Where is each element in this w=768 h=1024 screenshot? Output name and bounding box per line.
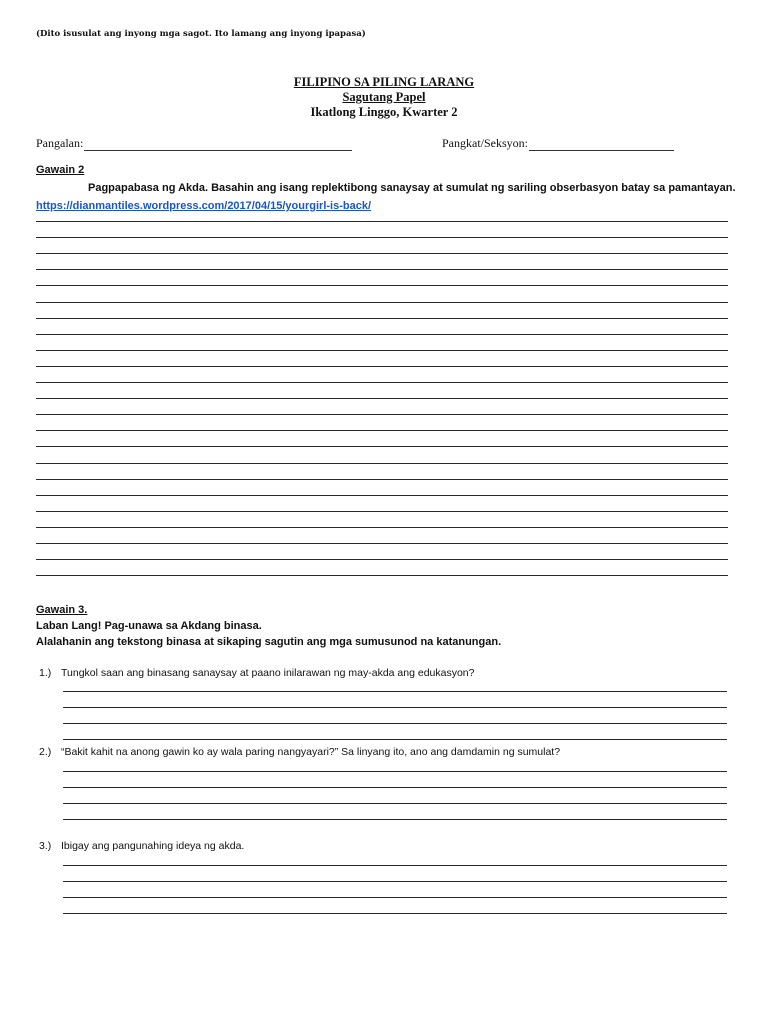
answer-line[interactable] — [36, 302, 728, 303]
question-number: 3.) — [39, 840, 52, 852]
answer-line[interactable] — [63, 691, 727, 692]
answer-line[interactable] — [36, 318, 728, 319]
answer-line[interactable] — [63, 771, 727, 772]
document-subtitle: Sagutang Papel — [342, 90, 426, 104]
answer-line[interactable] — [36, 269, 728, 270]
question-number: 2.) — [39, 746, 52, 758]
week-quarter: Ikatlong Linggo, Kwarter 2 — [310, 105, 458, 119]
answer-line[interactable] — [36, 479, 728, 480]
answer-line[interactable] — [63, 865, 727, 866]
gawain3-subtitle: Laban Lang! Pag-unawa sa Akdang binasa. — [36, 620, 262, 632]
reading-link[interactable]: https://dianmantiles.wordpress.com/2017/04/15/yourgirl-is-back/ — [36, 200, 372, 212]
answer-line[interactable] — [36, 463, 728, 464]
gawain2-instruction — [36, 179, 736, 215]
answer-line[interactable] — [36, 495, 728, 496]
answer-line[interactable] — [36, 446, 728, 447]
answer-line[interactable] — [36, 366, 728, 367]
section-blank[interactable] — [529, 139, 674, 151]
name-label: Pangalan: — [36, 136, 84, 150]
answer-line[interactable] — [36, 543, 728, 544]
answer-line[interactable] — [36, 382, 728, 383]
answer-line[interactable] — [63, 913, 727, 914]
name-blank[interactable] — [84, 139, 352, 151]
answer-line[interactable] — [36, 414, 728, 415]
document-title: FILIPINO SA PILING LARANG — [293, 75, 475, 89]
question-3 — [39, 840, 244, 852]
section-field[interactable] — [442, 136, 674, 151]
answer-line[interactable] — [36, 511, 728, 512]
answer-line[interactable] — [63, 803, 727, 804]
question-text: Ibigay ang pangunahing ideya ng akda. — [61, 840, 245, 852]
answer-line[interactable] — [36, 398, 728, 399]
section-label: Pangkat/Seksyon: — [442, 136, 528, 150]
answer-line[interactable] — [63, 739, 727, 740]
answer-line[interactable] — [63, 787, 727, 788]
name-field[interactable] — [36, 136, 352, 151]
answer-line[interactable] — [36, 430, 728, 431]
answer-line[interactable] — [36, 527, 728, 528]
answer-line[interactable] — [63, 897, 727, 898]
answer-line[interactable] — [36, 334, 728, 335]
answer-line[interactable] — [63, 881, 727, 882]
answer-line[interactable] — [63, 723, 727, 724]
question-1 — [39, 667, 474, 679]
question-number: 1.) — [39, 667, 52, 679]
answer-line[interactable] — [36, 237, 728, 238]
answer-line[interactable] — [36, 559, 728, 560]
answer-line[interactable] — [36, 350, 728, 351]
question-2 — [39, 746, 560, 758]
answer-line[interactable] — [36, 221, 728, 222]
gawain2-label: Gawain 2 — [36, 164, 85, 176]
answer-line[interactable] — [63, 707, 727, 708]
answer-line[interactable] — [63, 819, 727, 820]
gawain3-instruction: Alalahanin ang tekstong binasa at sikaping sagutin ang mga sumusunod na katanungan. — [36, 636, 502, 648]
gawain2-instruction-text: Pagpapabasa ng Akda. Basahin ang isang replektibong sanaysay at sumulat ng sariling obserbasyon batay sa pamantayan. — [88, 182, 736, 194]
answer-line[interactable] — [36, 285, 728, 286]
header-note: (Dito isusulat ang inyong mga sagot. Ito lamang ang inyong ipapasa) — [36, 29, 366, 39]
answer-line[interactable] — [36, 575, 728, 576]
question-text: Tungkol saan ang binasang sanaysay at paano inilarawan ng may-akda ang edukasyon? — [61, 667, 475, 679]
answer-line[interactable] — [36, 253, 728, 254]
question-text: “Bakit kahit na anong gawin ko ay wala paring nangyayari?” Sa linyang ito, ano ang damdamin ng sumulat? — [61, 746, 561, 758]
gawain3-label: Gawain 3. — [36, 604, 88, 616]
